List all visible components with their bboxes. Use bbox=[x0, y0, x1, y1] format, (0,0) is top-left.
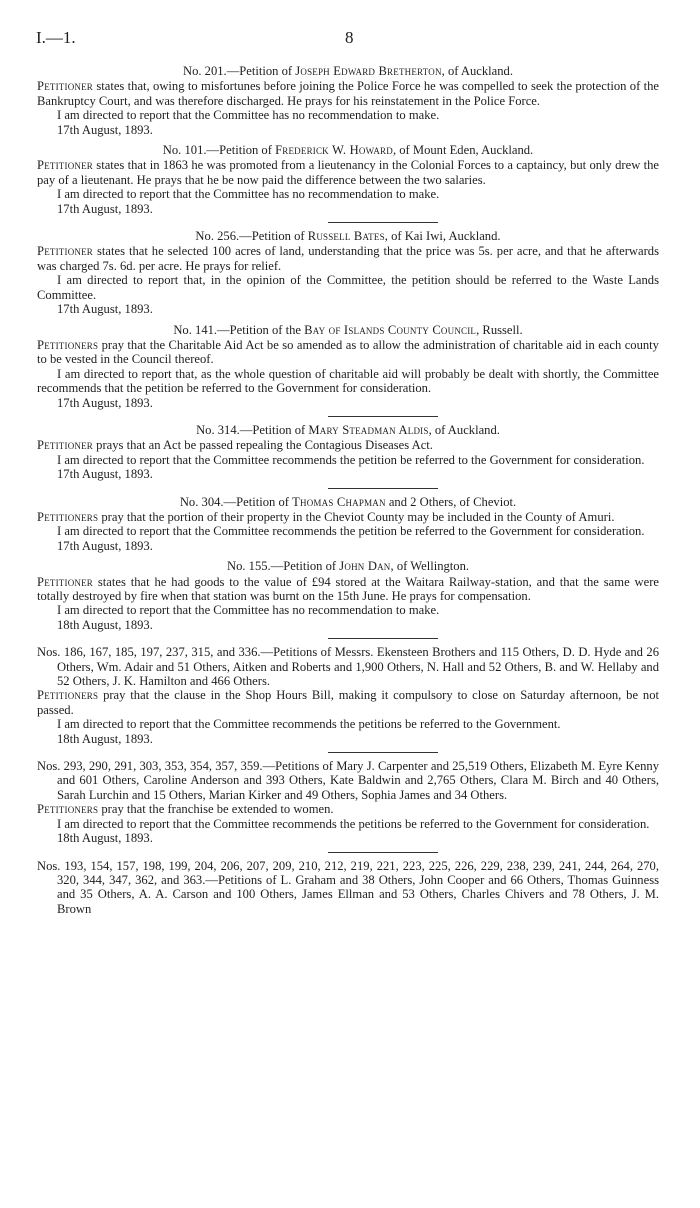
report-date: 17th August, 1893. bbox=[57, 467, 153, 482]
petitioner-name: Russell Bates bbox=[307, 229, 385, 244]
report-date: 17th August, 1893. bbox=[57, 122, 153, 137]
group-petition-entry bbox=[37, 759, 659, 845]
petitioner-name: Bay of Islands County Council bbox=[304, 322, 477, 337]
petition-entry bbox=[37, 323, 659, 410]
committee-report: I am directed to report that the Committee recommends the petition be referred to the Government for consideration. bbox=[57, 524, 645, 539]
petitioner-name: John Dan bbox=[339, 559, 391, 574]
petition-entry bbox=[37, 229, 659, 316]
group-petition-heading: Nos. 186, 167, 185, 197, 237, 315, and 336.—Petitions of Messrs. Ekensteen Brothers and 115 Others, D. D. Hyde and 26 Others, Wm. Adair and 51 Others, Aitken and Roberts and 1,900 Others, N. Hall and 52 Others, B. and W. Hellaby and 52 Others, J. K. Hamilton and 466 Others. bbox=[37, 645, 659, 689]
section-divider bbox=[328, 638, 438, 639]
petition-title: No. 201.—Petition of Joseph Edward Bretherton, of Auckland. bbox=[182, 64, 514, 78]
petition-text: Petitioners pray that the franchise be extended to women. bbox=[37, 802, 334, 817]
report-date: 18th August, 1893. bbox=[57, 831, 153, 846]
petition-text: Petitioner states that, owing to misfortunes before joining the Police Force he was compelled to seek the protection of the Bankruptcy Court, and was therefore discharged. He prays for his reinstatement in the Police Force. bbox=[37, 79, 659, 108]
petition-title: No. 141.—Petition of the Bay of Islands County Council, Russell. bbox=[173, 322, 523, 337]
page-number: 8 bbox=[345, 28, 354, 47]
petitioner-name: Joseph Edward Bretherton bbox=[295, 64, 442, 78]
report-date: 17th August, 1893. bbox=[57, 201, 153, 216]
report-date: 18th August, 1893. bbox=[57, 731, 153, 746]
petition-entry bbox=[37, 495, 659, 554]
committee-report: I am directed to report that the Committee has no recommendation to make. bbox=[57, 108, 440, 123]
group-petition-entry bbox=[37, 859, 659, 917]
section-divider bbox=[328, 488, 438, 489]
document-body bbox=[37, 64, 659, 916]
petition-title: No. 155.—Petition of John Dan, of Wellington. bbox=[226, 559, 470, 574]
petitioner-name: Frederick W. Howard bbox=[275, 143, 393, 158]
petition-text: Petitioner prays that an Act be passed repealing the Contagious Diseases Act. bbox=[37, 438, 433, 453]
committee-report: I am directed to report that, as the whole question of charitable aid will probably be dealt with shortly, the Committee recommends that the petition be referred to the Government for consideration. bbox=[37, 366, 659, 396]
petition-text: Petitioner states that he selected 100 acres of land, understanding that the price was 5s. per acre, and that he afterwards was charged 7s. 6d. per acre. He prays for relief. bbox=[37, 244, 659, 273]
petitioner-name: Mary Steadman Aldis bbox=[308, 422, 429, 437]
petition-title: No. 314.—Petition of Mary Steadman Aldis, of Auckland. bbox=[196, 422, 500, 437]
report-date: 17th August, 1893. bbox=[57, 395, 153, 410]
section-divider bbox=[328, 752, 438, 753]
group-petition-heading: Nos. 193, 154, 157, 198, 199, 204, 206, 207, 209, 210, 212, 219, 221, 223, 225, 226, 229, 238, 239, 241, 244, 264, 270, 320, 344, 347, 362, and 363.—Petitions of L. Graham and 38 Others, John Cooper and 66 Others, Thomas Guinness and 35 Others, A. A. Carson and 100 Others, James Ellman and 53 Others, Charles Chivers and 78 Others, J. M. Brown bbox=[37, 858, 659, 916]
petition-title: No. 256.—Petition of Russell Bates, of Kai Iwi, Auckland. bbox=[195, 229, 501, 244]
report-date: 17th August, 1893. bbox=[57, 538, 153, 553]
petition-entry bbox=[37, 143, 659, 216]
committee-report: I am directed to report that the Committee has no recommendation to make. bbox=[57, 187, 440, 202]
petition-entry bbox=[37, 559, 659, 632]
petition-entry bbox=[37, 64, 659, 137]
committee-report: I am directed to report that, in the opinion of the Committee, the petition should be referred to the Waste Lands Committee. bbox=[37, 273, 659, 302]
petition-text: Petitioners pray that the Charitable Aid Act be so amended as to allow the administration of charitable aid in each county to be vested in the Council thereof. bbox=[37, 337, 659, 367]
report-date: 17th August, 1893. bbox=[57, 302, 153, 317]
petition-text: Petitioner states that he had goods to the value of £94 stored at the Waitara Railway-station, and that the same were totally destroyed by fire when that station was burnt on the 15th June. He prays for compensation. bbox=[37, 574, 659, 603]
petition-title: No. 101.—Petition of Frederick W. Howard, of Mount Eden, Auckland. bbox=[162, 143, 534, 158]
group-petition-entry bbox=[37, 645, 659, 746]
petitioner-name: Thomas Chapman bbox=[292, 494, 386, 509]
petition-text: Petitioner states that in 1863 he was promoted from a lieutenancy in the Colonial Forces to a captaincy, but only drew the pay of a lieutenant. He prays that he be now paid the difference between the two salaries. bbox=[37, 158, 659, 187]
committee-report: I am directed to report that the Committee recommends the petition be referred to the Government for consideration. bbox=[57, 452, 645, 467]
committee-report: I am directed to report that the Committee has no recommendation to make. bbox=[57, 603, 440, 618]
petition-text: Petitioners pray that the clause in the Shop Hours Bill, making it compulsory to close on Saturday afternoon, be not passed. bbox=[37, 688, 659, 717]
section-divider bbox=[328, 416, 438, 417]
section-divider bbox=[328, 222, 438, 223]
section-divider bbox=[328, 852, 438, 853]
petition-title: No. 304.—Petition of Thomas Chapman and 2 Others, of Cheviot. bbox=[179, 494, 517, 509]
committee-report: I am directed to report that the Committee recommends the petitions be referred to the Government. bbox=[57, 717, 561, 732]
petition-text: Petitioners pray that the portion of their property in the Cheviot County may be included in the County of Amuri. bbox=[37, 509, 615, 524]
document-reference: I.—1. bbox=[36, 28, 76, 47]
committee-report: I am directed to report that the Committee recommends the petitions be referred to the Government for consideration. bbox=[57, 816, 650, 831]
petition-entry bbox=[37, 423, 659, 482]
group-petition-heading: Nos. 293, 290, 291, 303, 353, 354, 357, 359.—Petitions of Mary J. Carpenter and 25,519 Others, Elizabeth M. Eyre Kenny and 601 Others, Caroline Anderson and 393 Others, Kate Baldwin and 2,765 Others, Clara M. Birch and 40 Others, Sarah Lurchin and 15 Others, Marian Kirker and 49 Others, Sophia James and 34 Others. bbox=[37, 759, 659, 802]
report-date: 18th August, 1893. bbox=[57, 617, 153, 632]
